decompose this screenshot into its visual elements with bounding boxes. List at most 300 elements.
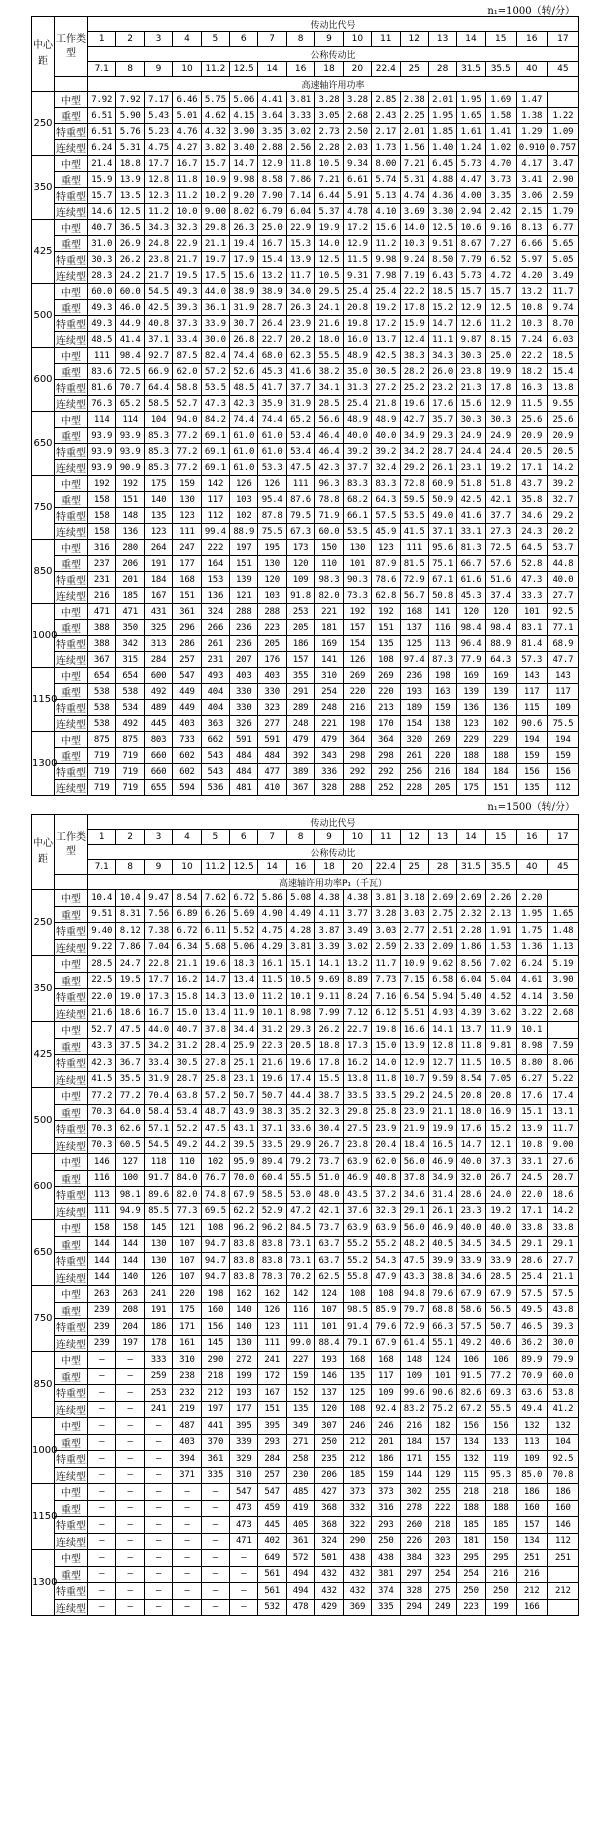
power-value-cell: 46.5 [516, 1319, 547, 1336]
work-type-cell: 连续型 [55, 780, 88, 796]
power-value-cell: 19.9 [485, 364, 516, 380]
power-value-cell: 479 [286, 732, 314, 748]
power-value-cell: 41.5 [88, 1071, 116, 1088]
power-value-cell: 5.90 [116, 108, 144, 124]
power-value-cell: 32.3 [372, 1203, 400, 1220]
power-value-cell: 2.32 [457, 906, 485, 923]
power-value-cell: 35.7 [428, 412, 456, 428]
power-value-cell: 23.9 [372, 1121, 400, 1138]
power-value-cell: 130 [144, 1236, 172, 1253]
power-value-cell: 11.2 [173, 188, 201, 204]
nominal-ratio: 22.4 [372, 62, 400, 77]
power-value-cell: 124 [428, 1352, 456, 1369]
work-type-cell: 中型 [55, 1550, 88, 1567]
table-row [32, 348, 579, 364]
work-type-cell: 重型 [55, 300, 88, 316]
power-value-cell: 14.1 [428, 1022, 456, 1039]
power-value-cell: 7.27 [485, 236, 516, 252]
power-value-cell: 142 [286, 1286, 314, 1303]
power-value-cell: 69.1 [201, 460, 229, 476]
power-value-cell: 153 [201, 572, 229, 588]
table-row [32, 748, 579, 764]
power-value-cell: 77.2 [173, 460, 201, 476]
power-value-cell: 53.5 [343, 524, 371, 540]
power-value-cell: 43.7 [516, 476, 547, 492]
power-value-cell: 7.04 [144, 939, 172, 956]
power-value-cell: 19.5 [173, 268, 201, 284]
power-value-cell: 74.4 [230, 412, 258, 428]
power-value-cell: 85.3 [144, 428, 172, 444]
power-value-cell: 144 [88, 1269, 116, 1286]
power-value-cell: 12.5 [116, 204, 144, 220]
power-value-cell: 6.12 [372, 1005, 400, 1022]
power-value-cell: 30.5 [173, 1055, 201, 1072]
power-value-cell: 70.2 [286, 1269, 314, 1286]
power-value-cell: 2.94 [457, 204, 485, 220]
power-value-cell: 3.81 [372, 890, 400, 907]
power-value-cell: — [88, 1517, 116, 1534]
power-value-cell: 58.5 [144, 396, 172, 412]
power-value-cell: 88.9 [485, 636, 516, 652]
power-value-cell: 62.5 [315, 1269, 343, 1286]
power-value-cell: 16.3 [516, 380, 547, 396]
power-value-cell: 20.5 [547, 444, 578, 460]
work-type-cell: 连续型 [55, 1599, 88, 1616]
work-type-cell: 特重型 [55, 444, 88, 460]
power-value-cell: 38.8 [428, 1269, 456, 1286]
power-value-cell: 260 [400, 1517, 428, 1534]
power-value-cell: 203 [428, 1533, 456, 1550]
power-value-cell: — [144, 1517, 172, 1534]
power-value-cell: 185 [116, 588, 144, 604]
power-value-cell: 12.8 [144, 172, 172, 188]
work-type-cell: 特重型 [55, 572, 88, 588]
table-row [32, 1583, 579, 1600]
power-value-cell: 55.2 [343, 1236, 371, 1253]
power-value-cell: — [116, 1434, 144, 1451]
header-row [32, 62, 579, 77]
power-value-cell: 220 [343, 684, 371, 700]
power-value-cell: 28.7 [428, 444, 456, 460]
power-value-cell: 185 [457, 1517, 485, 1534]
power-value-cell: — [116, 1352, 144, 1369]
power-value-cell: 132 [547, 1418, 578, 1435]
power-value-cell: 136 [485, 700, 516, 716]
power-value-cell: 33.5 [372, 1088, 400, 1105]
work-type-cell: 重型 [55, 1236, 88, 1253]
header-row [32, 860, 579, 875]
center-distance-cell: 350 [32, 956, 55, 1022]
power-value-cell: 323 [428, 1550, 456, 1567]
table-row [32, 556, 579, 572]
power-value-cell: 106 [485, 1352, 516, 1369]
power-value-cell: 253 [286, 604, 314, 620]
power-value-cell: 61.4 [400, 1335, 428, 1352]
power-value-cell: 64.3 [485, 652, 516, 668]
ratio-code: 11 [372, 830, 400, 845]
power-value-cell: 27.6 [547, 1154, 578, 1171]
power-value-cell: 501 [315, 1550, 343, 1567]
ratio-code: 15 [485, 32, 516, 47]
power-value-cell: 37.5 [116, 1038, 144, 1055]
power-value-cell: — [116, 1583, 144, 1600]
power-value-cell: 3.40 [230, 140, 258, 156]
power-value-cell: 227 [286, 1352, 314, 1369]
power-value-cell: 68.8 [428, 1302, 456, 1319]
power-value-cell: 3.77 [343, 906, 371, 923]
power-value-cell: 361 [201, 1451, 229, 1468]
power-value-cell: — [144, 1583, 172, 1600]
power-value-cell: 167 [144, 588, 172, 604]
nominal-ratio: 11.2 [201, 62, 229, 77]
power-value-cell: 9.00 [547, 1137, 578, 1154]
center-distance-cell: 1300 [32, 1550, 55, 1616]
table-row [32, 140, 579, 156]
nominal-ratio: 28 [428, 62, 456, 77]
power-value-cell: 330 [230, 700, 258, 716]
power-value-cell: 10.7 [400, 1071, 428, 1088]
power-value-cell: 4.29 [258, 939, 286, 956]
power-value-cell: 123 [144, 524, 172, 540]
power-value-cell: 77.3 [173, 1203, 201, 1220]
power-value-cell: 3.73 [485, 172, 516, 188]
work-type-cell: 中型 [55, 1088, 88, 1105]
power-value-cell: 98.1 [116, 1187, 144, 1204]
power-value-cell: 1.69 [485, 92, 516, 108]
power-value-cell: 39.3 [173, 300, 201, 316]
table-row [32, 1071, 579, 1088]
power-value-cell: 46.9 [428, 1220, 456, 1237]
power-value-cell: 79.7 [400, 1302, 428, 1319]
power-value-cell: 143 [516, 668, 547, 684]
power-value-cell: 48.5 [88, 332, 116, 348]
table-row [32, 92, 579, 108]
power-value-cell: 52.7 [88, 1022, 116, 1039]
power-value-cell: 87.3 [428, 652, 456, 668]
power-value-cell: 11.8 [173, 172, 201, 188]
power-value-cell: 405 [286, 1517, 314, 1534]
power-value-cell: 12.9 [485, 396, 516, 412]
power-value-cell: 158 [88, 508, 116, 524]
power-value-cell: 57.2 [201, 364, 229, 380]
power-value-cell: 31.9 [144, 1071, 172, 1088]
power-value-cell: 15.6 [372, 220, 400, 236]
power-value-cell: 31.2 [173, 1038, 201, 1055]
power-value-cell: 9.24 [400, 252, 428, 268]
power-value-cell: 47.3 [201, 396, 229, 412]
power-value-cell: 90.6 [516, 716, 547, 732]
power-value-cell: 49.4 [516, 1401, 547, 1418]
power-value-cell: 47.2 [286, 1203, 314, 1220]
power-value-cell: 55.5 [286, 1170, 314, 1187]
work-type-cell: 特重型 [55, 1121, 88, 1138]
power-value-cell: 157 [343, 620, 371, 636]
power-value-cell: 7.59 [547, 1038, 578, 1055]
power-value-cell: 1.36 [516, 939, 547, 956]
power-value-cell: 269 [428, 732, 456, 748]
power-value-cell: 8.67 [457, 236, 485, 252]
power-value-cell: 38.3 [258, 1104, 286, 1121]
power-value-cell: 23.1 [457, 460, 485, 476]
power-value-cell: 1.73 [372, 140, 400, 156]
power-value-cell: 1.61 [457, 124, 485, 140]
work-type-cell: 特重型 [55, 188, 88, 204]
power-value-cell: 25.8 [201, 1071, 229, 1088]
power-value-cell: 333 [144, 1352, 172, 1369]
power-value-cell: 139 [230, 572, 258, 588]
power-value-cell: 37.2 [372, 1187, 400, 1204]
work-type-cell: 重型 [55, 1566, 88, 1583]
power-value-cell: 57.2 [201, 1088, 229, 1105]
power-value-cell: 159 [428, 700, 456, 716]
power-value-cell: 373 [343, 1484, 371, 1501]
power-value-cell: 46.9 [343, 1170, 371, 1187]
power-value-cell: 1.85 [428, 124, 456, 140]
power-value-cell: 34.3 [144, 220, 172, 236]
power-value-cell: 51.8 [457, 476, 485, 492]
power-value-cell: 37.7 [485, 508, 516, 524]
power-value-cell: 64.0 [116, 1104, 144, 1121]
power-value-cell: 229 [457, 732, 485, 748]
power-value-cell: 158 [88, 524, 116, 540]
header-row [32, 17, 579, 32]
power-value-cell: 64.5 [516, 540, 547, 556]
power-value-cell: 349 [286, 1418, 314, 1435]
power-value-cell: 83.3 [372, 476, 400, 492]
table-row [32, 1137, 579, 1154]
power-value-cell: 8.02 [230, 204, 258, 220]
ratio-code: 7 [258, 32, 286, 47]
power-value-cell: 205 [428, 780, 456, 796]
power-value-cell: 40.0 [485, 1220, 516, 1237]
power-value-cell: 364 [372, 732, 400, 748]
power-value-cell: 3.50 [547, 989, 578, 1006]
power-value-cell: 186 [372, 1451, 400, 1468]
power-value-cell: 123 [372, 540, 400, 556]
power-value-cell: 24.1 [315, 300, 343, 316]
power-value-cell: 14.1 [315, 956, 343, 973]
power-value-cell: 40.0 [343, 428, 371, 444]
power-value-cell: — [173, 1550, 201, 1567]
nominal-ratio: 40 [516, 860, 547, 875]
power-value-cell: 18.3 [230, 956, 258, 973]
power-value-cell: 12.5 [315, 252, 343, 268]
work-type-cell: 特重型 [55, 316, 88, 332]
power-value-cell: 84.5 [286, 1220, 314, 1237]
power-value-cell: 294 [400, 1599, 428, 1616]
power-value-cell: 100 [116, 1170, 144, 1187]
power-value-cell: 78.3 [258, 1269, 286, 1286]
power-value-cell: 600 [144, 668, 172, 684]
power-value-cell: 12.7 [428, 1055, 456, 1072]
table-row [32, 252, 579, 268]
table-row [32, 620, 579, 636]
power-value-cell: 12.9 [400, 1055, 428, 1072]
power-value-cell: 144 [116, 1253, 144, 1270]
power-value-cell: — [144, 1451, 172, 1468]
power-value-cell: 248 [315, 700, 343, 716]
ratio-code: 4 [173, 830, 201, 845]
power-value-cell: 26.9 [116, 236, 144, 252]
power-value-cell: 654 [88, 668, 116, 684]
power-value-cell: 11.8 [457, 1038, 485, 1055]
power-value-cell: 191 [144, 556, 172, 572]
power-value-cell: 102 [230, 508, 258, 524]
power-value-cell: 298 [343, 748, 371, 764]
center-distance-cell: 250 [32, 92, 55, 156]
power-value-cell: 7.12 [343, 1005, 371, 1022]
power-value-cell: 23.9 [400, 1104, 428, 1121]
power-value-cell: 67.9 [485, 1286, 516, 1303]
power-table-1500 [31, 814, 579, 1616]
power-value-cell: 6.72 [173, 923, 201, 940]
power-value-cell: 121 [230, 588, 258, 604]
power-value-cell: 10.1 [286, 989, 314, 1006]
power-value-cell: 4.70 [485, 156, 516, 172]
power-value-cell: 74.4 [258, 412, 286, 428]
power-value-cell: 99.0 [286, 1335, 314, 1352]
ratio-code: 8 [286, 830, 314, 845]
power-value-cell: 34.1 [315, 380, 343, 396]
power-value-cell: 197 [230, 540, 258, 556]
power-value-cell: 8.31 [116, 906, 144, 923]
power-value-cell: 11.5 [343, 252, 371, 268]
power-value-cell: 280 [116, 540, 144, 556]
power-value-cell: 135 [286, 1401, 314, 1418]
power-value-cell: 17.1 [516, 460, 547, 476]
table-row [32, 1154, 579, 1171]
power-value-cell: 250 [457, 1583, 485, 1600]
power-value-cell: 7.02 [485, 956, 516, 973]
power-value-cell: 47.5 [116, 1022, 144, 1039]
power-value-cell: 361 [173, 604, 201, 620]
power-value-cell: 12.9 [258, 156, 286, 172]
power-value-cell: — [173, 1533, 201, 1550]
power-value-cell: 2.77 [400, 923, 428, 940]
table-row [32, 1055, 579, 1072]
power-value-cell: 5.23 [144, 124, 172, 140]
power-value-cell: — [88, 1368, 116, 1385]
power-value-cell: 54.5 [144, 284, 172, 300]
table-row [32, 460, 579, 476]
power-value-cell: 2.56 [286, 140, 314, 156]
table-row [32, 1484, 579, 1501]
power-value-cell: 432 [315, 1583, 343, 1600]
power-value-cell: 91.5 [457, 1368, 485, 1385]
power-value-cell: 57.5 [547, 1286, 578, 1303]
power-value-cell: 27.5 [343, 1121, 371, 1138]
power-value-cell: 39.2 [547, 476, 578, 492]
power-value-cell: 42.3 [88, 1055, 116, 1072]
power-value-cell: 2.69 [457, 890, 485, 907]
power-value-cell: 52.6 [230, 364, 258, 380]
power-value-cell: — [144, 1484, 172, 1501]
power-value-cell: 286 [173, 636, 201, 652]
work-type-cell: 重型 [55, 172, 88, 188]
power-value-cell: 47.5 [201, 1121, 229, 1138]
work-type-header-tail [55, 77, 88, 92]
power-value-cell: 108 [201, 1220, 229, 1237]
power-value-cell: 107 [173, 1269, 201, 1286]
power-value-cell: 29.8 [343, 1104, 371, 1121]
table-row [32, 1286, 579, 1303]
power-value-cell: 79.2 [286, 1154, 314, 1171]
center-distance-cell: 1150 [32, 668, 55, 732]
power-value-cell: 5.86 [258, 890, 286, 907]
table-row [32, 1467, 579, 1484]
power-value-cell: 256 [400, 764, 428, 780]
power-value-cell: 459 [258, 1500, 286, 1517]
power-value-cell: 125 [343, 1385, 371, 1402]
nominal-ratio: 22.4 [372, 860, 400, 875]
power-value-cell: 93.9 [116, 444, 144, 460]
power-value-cell: 34.2 [400, 444, 428, 460]
power-value-cell: 26.2 [116, 252, 144, 268]
power-value-cell: 57.5 [372, 508, 400, 524]
power-value-cell: 157 [428, 1434, 456, 1451]
table-row [32, 1352, 579, 1369]
power-value-cell: 77.2 [88, 1088, 116, 1105]
power-value-cell: 602 [173, 764, 201, 780]
power-value-cell: 272 [230, 1352, 258, 1369]
power-value-cell: 184 [400, 1434, 428, 1451]
power-value-cell: 487 [173, 1418, 201, 1435]
power-value-cell: 17.4 [286, 1071, 314, 1088]
power-value-cell: 148 [400, 1352, 428, 1369]
power-value-cell: 29.1 [547, 1236, 578, 1253]
power-value-cell: 591 [230, 732, 258, 748]
power-value-cell: 135 [144, 508, 172, 524]
power-value-cell: 14.7 [201, 972, 229, 989]
power-value-cell: 197 [116, 1335, 144, 1352]
power-value-cell: 38.7 [315, 1088, 343, 1105]
power-value-cell: 33.1 [516, 1154, 547, 1171]
table-row [32, 572, 579, 588]
ratio-code: 5 [201, 32, 229, 47]
power-value-cell: 19.8 [343, 316, 371, 332]
power-value-cell: 342 [116, 636, 144, 652]
power-value-cell: 26.2 [315, 1022, 343, 1039]
power-value-cell: 403 [173, 716, 201, 732]
power-value-cell: — [88, 1599, 116, 1616]
power-value-cell: 24.2 [116, 268, 144, 284]
power-value-cell: 51.6 [485, 572, 516, 588]
power-value-cell: 239 [88, 1319, 116, 1336]
power-value-cell: — [173, 1517, 201, 1534]
power-value-cell: 121 [173, 1220, 201, 1237]
power-value-cell: 532 [258, 1599, 286, 1616]
power-value-cell: 24.9 [457, 428, 485, 444]
power-value-cell: 6.11 [201, 923, 229, 940]
ratio-code: 10 [343, 830, 371, 845]
work-type-cell: 中型 [55, 732, 88, 748]
power-value-cell: 19.6 [400, 396, 428, 412]
power-value-cell: 335 [372, 1599, 400, 1616]
power-value-cell: 92.5 [547, 604, 578, 620]
power-value-cell: 4.47 [457, 172, 485, 188]
power-value-cell: 168 [372, 1352, 400, 1369]
center-distance-cell: 500 [32, 1088, 55, 1154]
power-value-cell: 17.8 [400, 300, 428, 316]
power-value-cell: 6.51 [88, 108, 116, 124]
power-value-cell: 66.7 [457, 556, 485, 572]
table-row [32, 300, 579, 316]
power-value-cell: 37.4 [485, 588, 516, 604]
power-value-cell: 62.8 [372, 588, 400, 604]
power-value-cell: 324 [315, 1533, 343, 1550]
power-value-cell: 50.7 [485, 1319, 516, 1336]
power-value-cell: 10.4 [88, 890, 116, 907]
